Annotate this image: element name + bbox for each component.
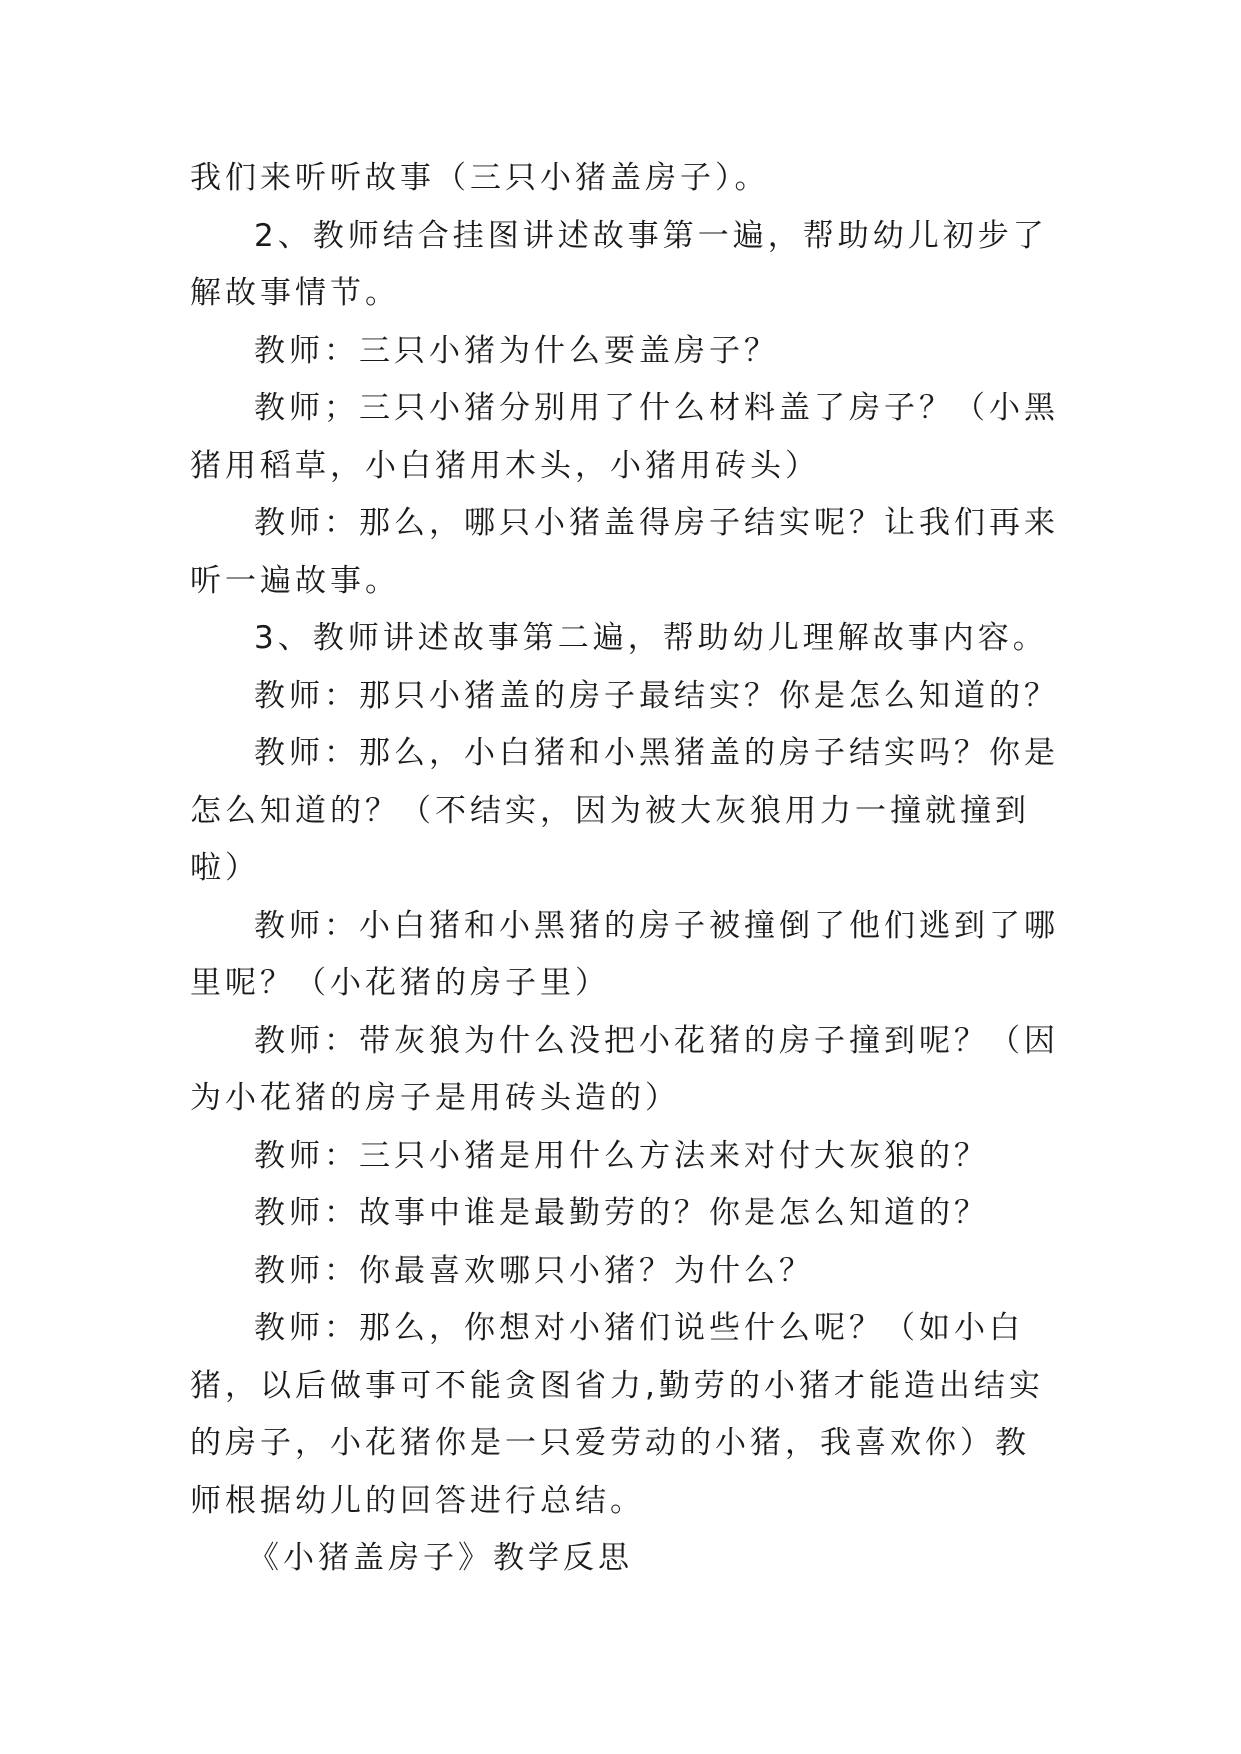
paragraph-question-materials: 教师；三只小猪分别用了什么材料盖了房子？（小黑猪用稻草，小白猪用木头，小猪用砖头）	[190, 390, 1059, 484]
paragraph-question-favorite: 教师：你最喜欢哪只小猪？为什么？	[254, 1252, 814, 1289]
section-heading-reflection: 《小猪盖房子》教学反思	[248, 1540, 633, 1576]
paragraph-story-intro: 我们来听听故事（三只小猪盖房子）。	[190, 160, 770, 196]
paragraph-question-wolf: 教师：带灰狼为什么没把小花猪的房子撞到呢？（因为小花猪的房子是用砖头造的）	[190, 1022, 1059, 1116]
paragraph-question-escape: 教师：小白猪和小黑猪的房子被撞倒了他们逃到了哪里呢？（小花猪的房子里）	[190, 907, 1059, 1001]
paragraph-question-sturdy: 教师：那么，哪只小猪盖得房子结实呢？让我们再来听一遍故事。	[190, 505, 1059, 599]
paragraph-question-hardworking: 教师：故事中谁是最勤劳的？你是怎么知道的？	[254, 1195, 989, 1231]
paragraph-question-why-build: 教师：三只小猪为什么要盖房子？	[254, 332, 779, 369]
paragraph-question-method: 教师：三只小猪是用什么方法来对付大灰狼的？	[254, 1137, 989, 1174]
paragraph-step-3: 3、教师讲述故事第二遍，帮助幼儿理解故事内容。	[254, 620, 1048, 656]
paragraph-question-most-sturdy: 教师：那只小猪盖的房子最结实？你是怎么知道的？	[254, 677, 1059, 714]
paragraph-question-white-black: 教师：那么，小白猪和小黑猪盖的房子结实吗？你是怎么知道的？（不结实，因为被大灰狼用力一撞就撞到啦）	[190, 735, 1059, 886]
paragraph-question-message: 教师：那么，你想对小猪们说些什么呢？（如小白猪，以后做事可不能贪图省力,勤劳的小猪才能造出结实的房子，小花猪你是一只爱劳动的小猪，我喜欢你）教师根据幼儿的回答进行总结。	[190, 1310, 1044, 1519]
paragraph-step-2: 2、教师结合挂图讲述故事第一遍，帮助幼儿初步了解故事情节。	[190, 217, 1048, 311]
document-page	[190, 150, 1060, 1588]
